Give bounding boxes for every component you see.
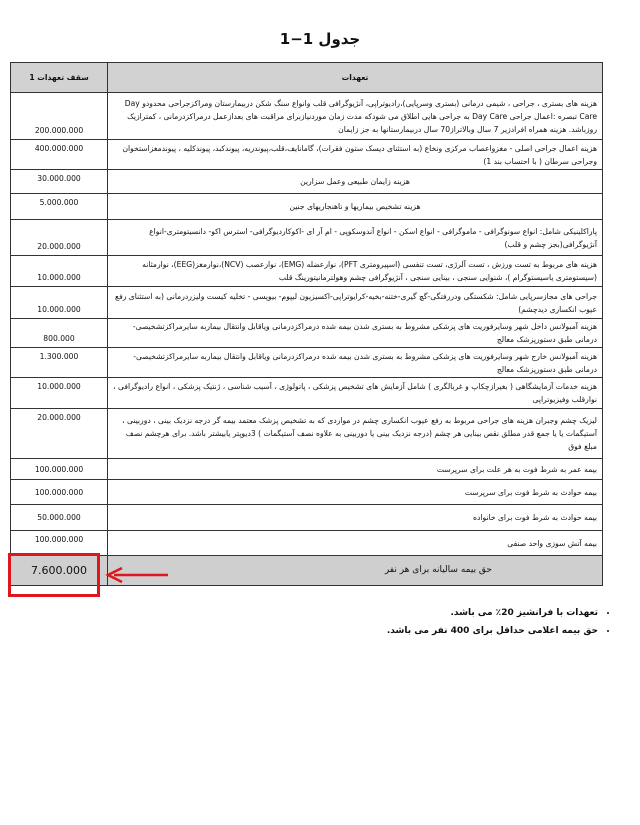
page-title: جدول 1−1 bbox=[279, 30, 361, 48]
annual-premium-label: حق بیمه سالیانه برای هر نفر bbox=[108, 556, 603, 586]
row-description: پاراکلینیکی شامل: انواع سونوگرافی - ماموگرافی - انواع اسکن - انواع آندوسکوپی - ام آر ای -اکوکاردیوگرافی- استرس اکو- دانسیتومتری-انواع آنژیوگرافی(بجز چشم و قلب) bbox=[108, 220, 603, 256]
row-description: هزینه خدمات آزمایشگاهی ( بغیرازچکاپ و غربالگری ) شامل آزمایش های تشخیص پزشکی ، پاتولوژی ، آسیب شناسی ، ژنتیک پزشکی ، انواع رادیوگرافی ، نوارقلب وفیزیوتراپی bbox=[108, 378, 603, 409]
row-description: هزینه های بستری ، جراحی ، شیمی درمانی (بستری وسرپایی)،رادیوتراپی، آنژیوگرافی قلب وانواع سنگ شکن دربیمارستان ومراکزجراحی محدودو Day Care تبصره :اعمال جراحی Day Care به جراحی هایی اطلاق می شودکه مدت زمان موردنیازبرای مراقبت های بعدازعمل درمراکزدرمانی ، کمترازیک روزباشد. هزینه همراه افرادزیر 7 سال وبالاتراز70 سال دربیمارستانها به جز زایمان bbox=[108, 93, 603, 140]
row-ceiling: 50.000.000 bbox=[11, 505, 108, 531]
highlight-box bbox=[8, 553, 100, 597]
table-row bbox=[11, 194, 603, 220]
row-ceiling: 10.000.000 bbox=[11, 287, 108, 319]
row-description: هزینه زایمان طبیعی وعمل سزارین bbox=[108, 170, 603, 194]
arrow-left-icon bbox=[104, 566, 170, 584]
table-row bbox=[11, 319, 603, 348]
row-ceiling: 400.000.000 bbox=[11, 140, 108, 170]
header-description: تعهدات bbox=[108, 63, 603, 93]
table-row bbox=[11, 170, 603, 194]
table-row bbox=[11, 348, 603, 378]
notes-list bbox=[198, 608, 612, 644]
row-ceiling: 20.000.000 bbox=[11, 220, 108, 256]
row-description: بیمه حوادث به شرط فوت برای خانواده bbox=[108, 505, 603, 531]
table-row bbox=[11, 459, 603, 480]
table-row bbox=[11, 220, 603, 256]
table-row bbox=[11, 480, 603, 505]
row-ceiling: 10.000.000 bbox=[11, 256, 108, 287]
row-ceiling: 10.000.000 bbox=[11, 378, 108, 409]
row-ceiling: 20.000.000 bbox=[11, 409, 108, 459]
row-ceiling: 5.000.000 bbox=[11, 194, 108, 220]
table-row bbox=[11, 409, 603, 459]
table-row bbox=[11, 531, 603, 556]
table-row bbox=[11, 93, 603, 140]
row-description: هزینه تشخیص بیماریها و ناهنجاریهای جنین bbox=[108, 194, 603, 220]
row-description: جراحی های مجازسرپایی شامل: شکستگی ودررفتگی-گچ گیری-ختنه-بخیه-کرایوتراپی-اکسیزیون لیپوم- بیوپسی - تخلیه کیست ولیزردرمانی (به استثنای رفع عیوب انکساری دیدچشم) bbox=[108, 287, 603, 319]
row-description: هزینه اعمال جراحی اصلی - مغزواعصاب مرکزی ونخاع (به استثنای دیسک ستون فقرات)، گامانایف،قلب،پیوندریه، پیوندکبد، پیوندکلیه ، پیوندمغزاستخوان وجراحی سرطان ( با احتساب بند 1) bbox=[108, 140, 603, 170]
row-ceiling: 30.000.000 bbox=[11, 170, 108, 194]
header-ceiling: سقف تعهدات 1 bbox=[11, 63, 108, 93]
table-header-row bbox=[11, 63, 603, 93]
table-row bbox=[11, 256, 603, 287]
row-description: هزینه های مربوط به تست ورزش ، تست آلرژی، تست تنفسی (اسپیرومتری PFT)، نوارعضله (EMG)، نوارعصب (NCV)،نوارمغز(EEG)، نوارمثانه (سیستومتری یاسیستوگرام )، شنوایی سنجی ، بینایی سنجی ، آنژیوگرافی چشم وهولترمانیتورینگ قلب bbox=[108, 256, 603, 287]
row-description: بیمه آتش سوزی واحد صنفی bbox=[108, 531, 603, 556]
row-ceiling: 100.000.000 bbox=[11, 459, 108, 480]
row-description: لیزیک چشم وجبران هزینه های جراحی مربوط به رفع عیوب انکساری چشم در مواردی که به تشخیص پزشک معتمد بیمه گر درجه نزدیک بینی ، دوربینی ، آستیگمات یا یا جمع قدر مطلق نقص بینایی هر چشم (درجه نزدیک بینی یا دوربینی به علاوه نصف آستیگمات ) 3دیوپتر یابیشتر باشد. برای هرچشم نصف مبلغ فوق bbox=[108, 409, 603, 459]
row-description: هزینه آمبولانس خارج شهر وسایرفوریت های پزشکی مشروط به بستری شدن بیمه شده درمراکزدرمانی ویاقابل وانتقال بیماربه سایرمراکزتشخیصی- درمانی طبق دستورپزشک معالج bbox=[108, 348, 603, 378]
row-ceiling: 100.000.000 bbox=[11, 480, 108, 505]
table-row bbox=[11, 140, 603, 170]
table-row bbox=[11, 287, 603, 319]
note-item: • حق بیمه اعلامی حداقل برای 400 نفر می باشد. bbox=[198, 626, 598, 636]
note-item: • تعهدات با فرانشیز 20٪ می باشد. bbox=[198, 608, 598, 618]
row-description: بیمه حوادث به شرط فوت برای سرپرست bbox=[108, 480, 603, 505]
row-ceiling: 1.300.000 bbox=[11, 348, 108, 378]
table-row bbox=[11, 378, 603, 409]
commitments-table bbox=[10, 62, 603, 586]
row-ceiling: 200.000.000 bbox=[11, 93, 108, 140]
row-description: هزینه آمبولانس داخل شهر وسایرفوریت های پزشکی مشروط به بستری شدن بیمه شده درمراکزدرمانی ویاقابل وانتقال بیماربه سایرمراکزتشخیصی- درمانی طبق دستورپزشک معالج bbox=[108, 319, 603, 348]
row-description: بیمه عمر به شرط فوت به هر علت برای سرپرست bbox=[108, 459, 603, 480]
row-ceiling: 800.000 bbox=[11, 319, 108, 348]
row-ceiling: 100.000.000 bbox=[11, 531, 108, 556]
table-row bbox=[11, 505, 603, 531]
annual-premium-value: 7.600.000 bbox=[11, 556, 108, 586]
